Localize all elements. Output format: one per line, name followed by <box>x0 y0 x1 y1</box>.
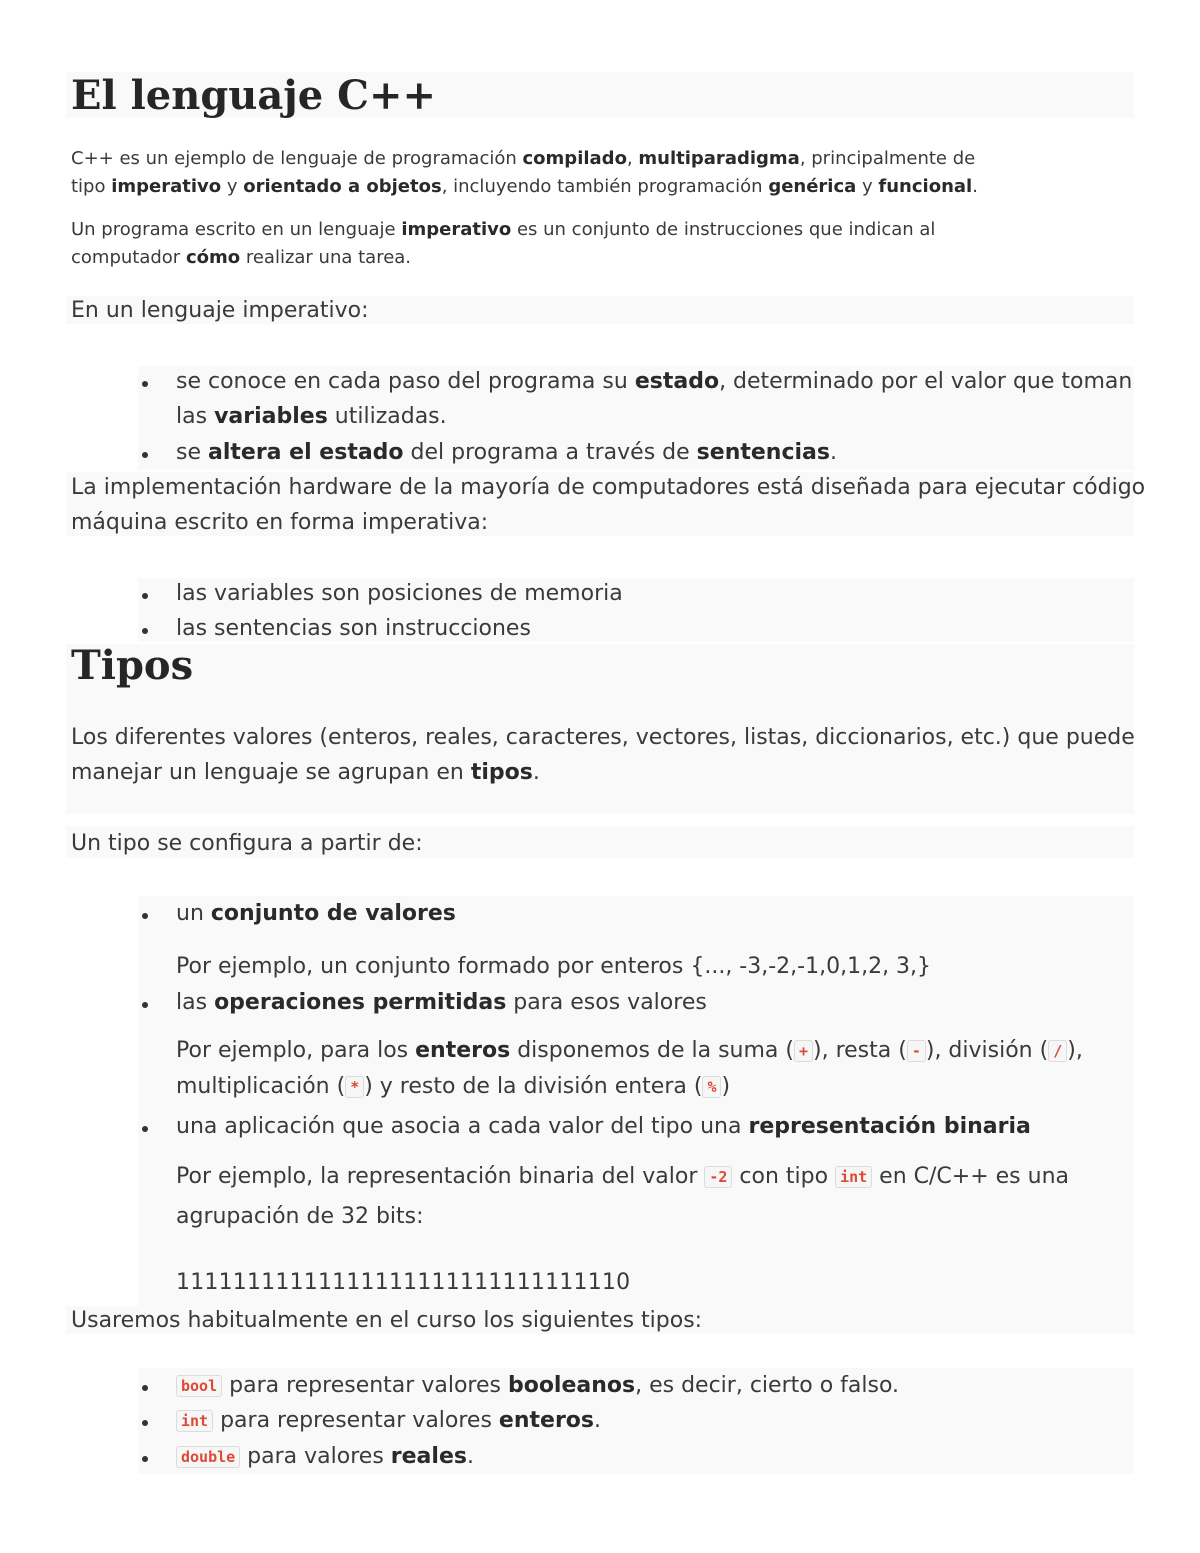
code-plus: + <box>794 1040 813 1062</box>
list-item: se altera el estado del programa a través de sentencias. <box>176 440 837 465</box>
list-item: un conjunto de valores <box>176 901 456 926</box>
list-item: double para valores reales. <box>176 1439 474 1475</box>
section-title: Tipos <box>71 642 194 689</box>
example-text: Por ejemplo, un conjunto formado por enteros {..., -3,-2,-1,0,1,2, 3,} <box>176 954 932 979</box>
binary-representation: 11111111111111111111111111111110 <box>176 1270 631 1295</box>
list-item: se conoce en cada paso del programa su estado, determinado por el valor que toman las variables utilizadas. <box>176 369 1133 429</box>
list-item: int para representar valores enteros. <box>176 1403 601 1439</box>
code-minus-two: -2 <box>704 1166 732 1188</box>
tipos-paragraph: Los diferentes valores (enteros, reales, caracteres, vectores, listas, diccionarios, etc.) que puede manejar un lenguaje se agrupan en tipos. <box>71 725 1135 785</box>
code-modulo: % <box>702 1076 721 1098</box>
code-double: double <box>176 1446 240 1468</box>
bullet-icon <box>142 628 148 634</box>
list-item: las operaciones permitidas para esos valores <box>176 990 707 1015</box>
bullet-icon <box>142 1420 148 1426</box>
list-item: bool para representar valores booleanos, es decir, cierto o falso. <box>176 1368 899 1404</box>
intro-paragraph-1: C++ es un ejemplo de lenguaje de programación compilado, multiparadigma, principalmente de tipo imperativo y orientado a objetos, incluyendo también programación genérica y funcional. <box>71 148 978 197</box>
code-bool: bool <box>176 1375 222 1397</box>
list-item: las variables son posiciones de memoria <box>176 581 623 606</box>
usaremos-heading: Usaremos habitualmente en el curso los siguientes tipos: <box>71 1308 703 1333</box>
code-divide: / <box>1048 1040 1067 1062</box>
bullet-icon <box>142 1385 148 1391</box>
code-multiply: * <box>345 1076 364 1098</box>
bullet-icon <box>142 913 148 919</box>
page-title: El lenguaje C++ <box>71 72 437 119</box>
bullet-icon <box>142 381 148 387</box>
bullet-icon <box>142 1002 148 1008</box>
list-item: las sentencias son instrucciones <box>176 616 531 641</box>
code-int: int <box>176 1410 213 1432</box>
tipo-config-heading: Un tipo se configura a partir de: <box>71 831 423 856</box>
code-minus: - <box>907 1040 926 1062</box>
example-text: Por ejemplo, la representación binaria del valor -2 con tipo int en C/C++ es una agrupación de 32 bits: <box>176 1164 1070 1229</box>
imperative-heading: En un lenguaje imperativo: <box>71 298 369 323</box>
bullet-icon <box>142 593 148 599</box>
bullet-icon <box>142 452 148 458</box>
list-item: una aplicación que asocia a cada valor del tipo una representación binaria <box>176 1114 1031 1139</box>
code-int: int <box>835 1166 872 1188</box>
intro-paragraph-2: Un programa escrito en un lenguaje imperativo es un conjunto de instrucciones que indican al computador cómo realizar una tarea. <box>71 219 936 268</box>
hardware-paragraph: La implementación hardware de la mayoría de computadores está diseñada para ejecutar código máquina escrito en forma imperativa: <box>71 475 1146 535</box>
bullet-icon <box>142 1456 148 1462</box>
example-text: Por ejemplo, para los enteros disponemos de la suma ( + ), resta ( - ), división ( / ), multiplicación ( * ) y resto de la división entera ( % ) <box>176 1038 1083 1099</box>
bullet-icon <box>142 1126 148 1132</box>
